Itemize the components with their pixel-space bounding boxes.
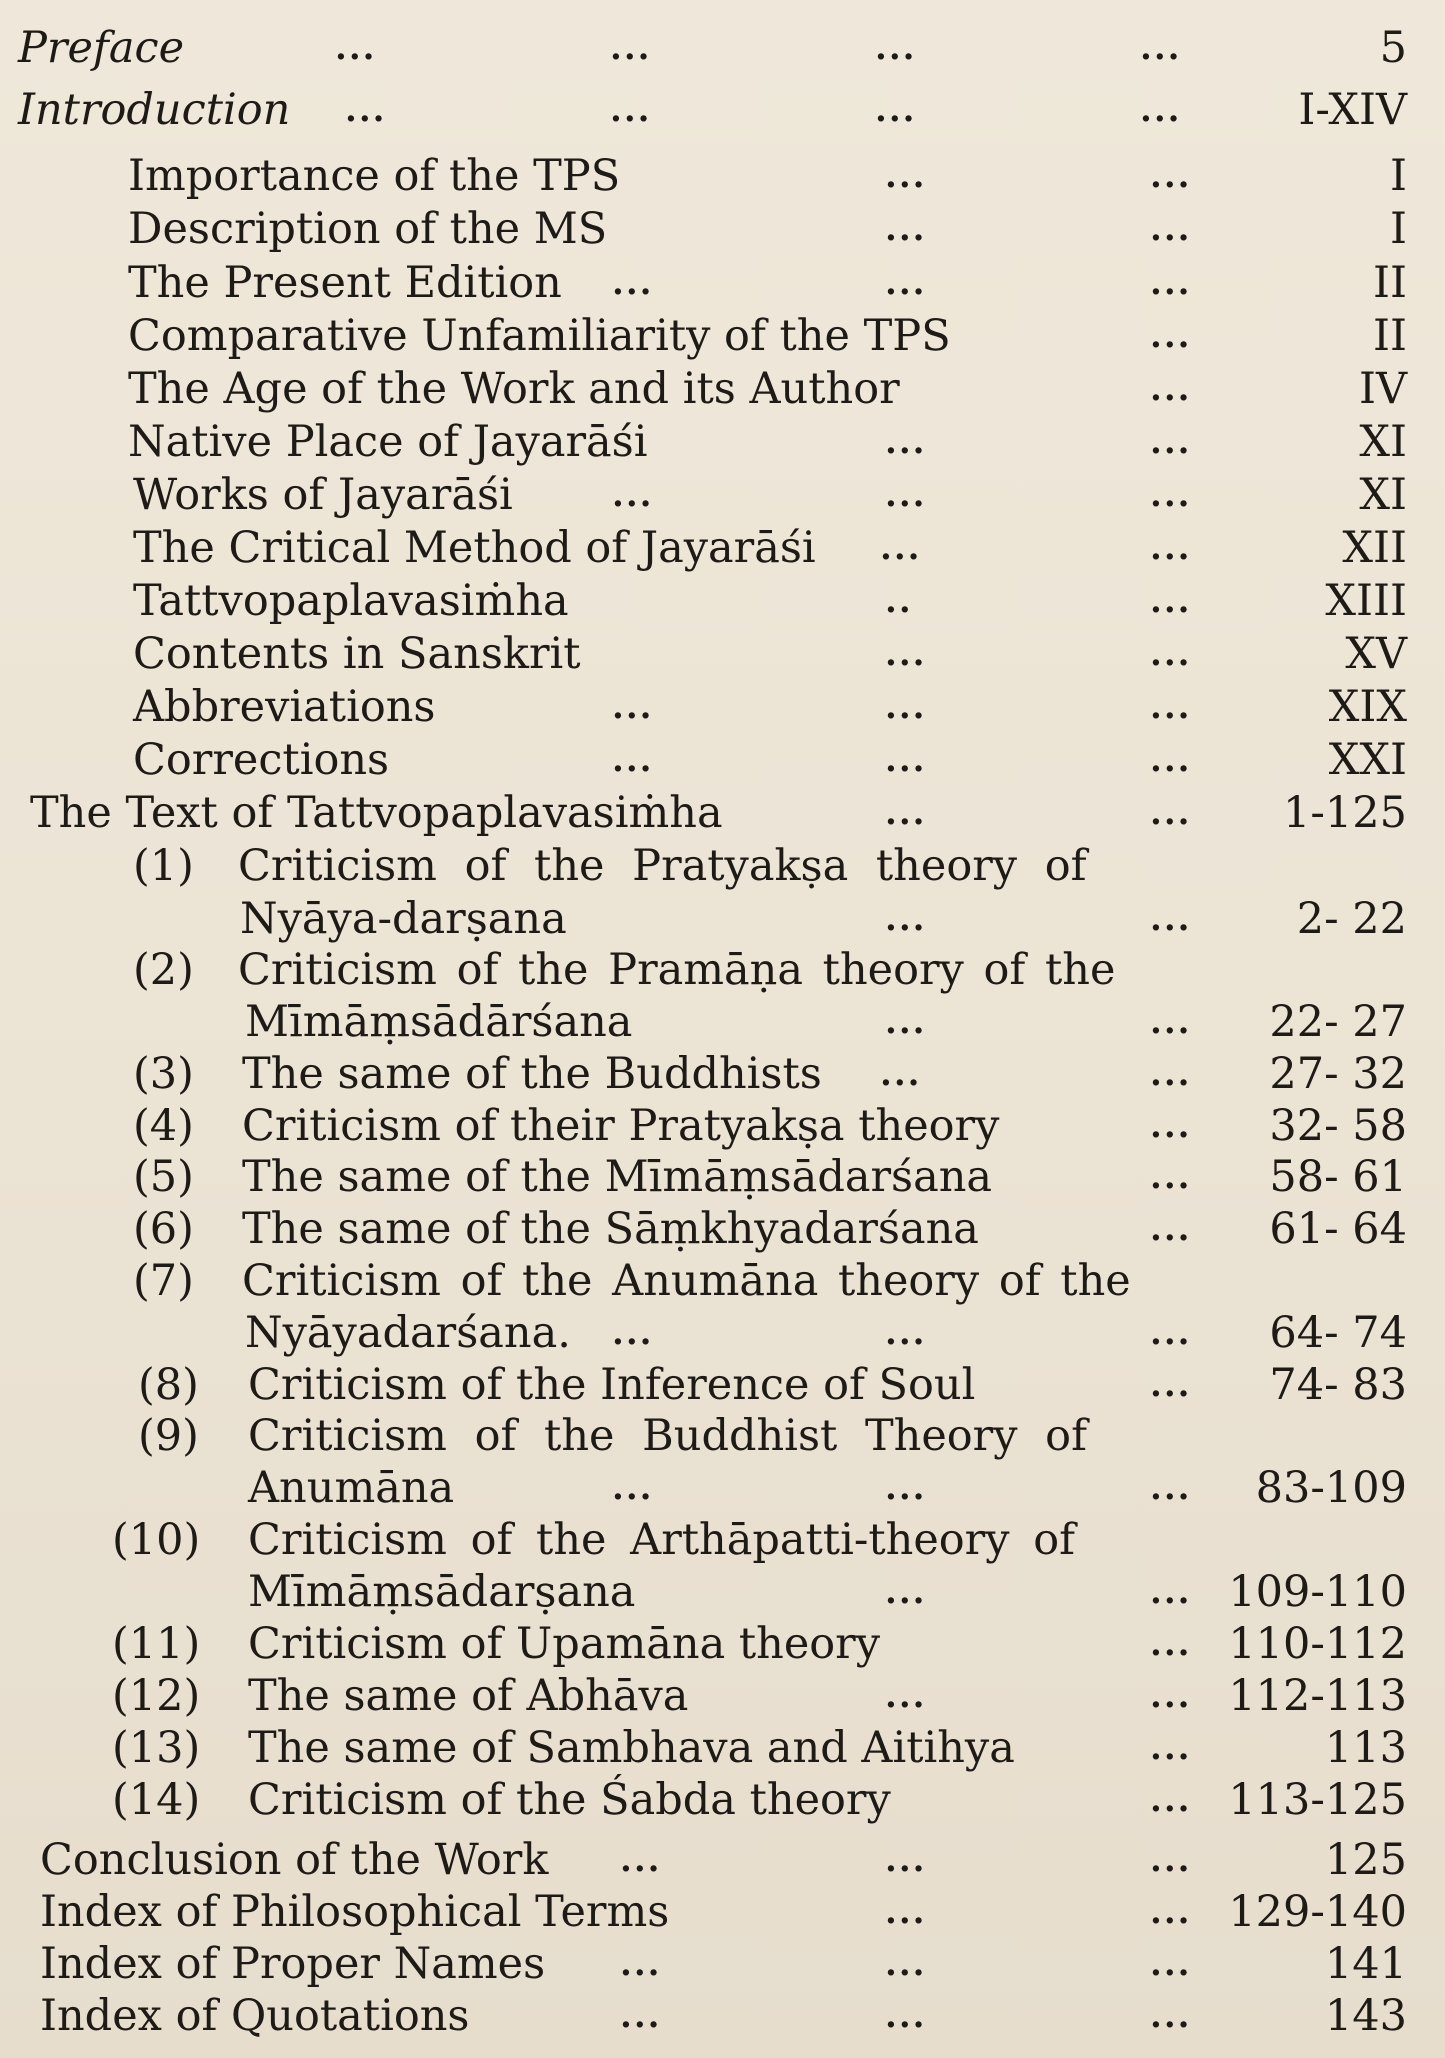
toc-entry-label: Introduction <box>18 85 291 135</box>
toc-entry-label: Criticism of the Pratyakṣa theory of <box>238 841 1087 891</box>
dot-leader: ... <box>620 1840 662 1880</box>
toc-entry-label: Index of Quotations <box>40 1991 470 2041</box>
dot-leader: ... <box>885 687 927 727</box>
toc-entry <box>0 628 1445 680</box>
toc-entry-pages: II <box>1373 311 1407 361</box>
toc-entry-pages: 110-112 <box>1228 1619 1407 1669</box>
toc-entry-label-continued: Nyāyadarśana. <box>245 1308 571 1358</box>
toc-entry-label: Contents in Sanskrit <box>133 629 581 679</box>
toc-entry-pages: 83-109 <box>1255 1463 1407 1513</box>
toc-entry-label: The same of Sambhava and Aitihya <box>248 1723 1015 1773</box>
toc-entry-label: Criticism of the Inference of Soul <box>248 1360 976 1410</box>
dot-leader: ... <box>1150 1780 1192 1820</box>
toc-entry-number: (12) <box>112 1671 201 1721</box>
toc-entry-label: The Critical Method of Jayarāśi <box>133 523 816 573</box>
toc-entry-number: (10) <box>112 1515 201 1565</box>
toc-entry <box>0 681 1445 733</box>
toc-entry-pages: 61- 64 <box>1269 1204 1407 1254</box>
toc-entry-pages: 141 <box>1324 1939 1407 1989</box>
toc-entry-pages: II <box>1373 258 1407 308</box>
toc-entry-number: (5) <box>133 1152 194 1202</box>
dot-leader: ... <box>612 1468 654 1508</box>
toc-entry-label: Criticism of the Śabda theory <box>248 1775 891 1825</box>
toc-entry-label: Native Place of Jayarāśi <box>128 417 648 467</box>
toc-entry-conclusion <box>0 1834 1445 1886</box>
toc-entry-numbered <box>0 1048 1445 1100</box>
dot-leader: ... <box>612 687 654 727</box>
dot-leader: ... <box>1150 1728 1192 1768</box>
toc-entry-label: Works of Jayarāśi <box>133 470 513 520</box>
dot-leader: ... <box>885 634 927 674</box>
toc-entry-pages: I-XIV <box>1298 85 1407 135</box>
toc-entry-label: Preface <box>18 23 185 73</box>
toc-entry-label: The same of the Buddhists <box>242 1049 822 1099</box>
toc-entry-number: (1) <box>133 841 194 891</box>
dot-leader: ... <box>610 90 652 130</box>
dot-leader: ... <box>885 209 927 249</box>
dot-leader: ... <box>1150 1209 1192 1249</box>
toc-entry-index <box>0 1886 1445 1938</box>
toc-entry-pages: 32- 58 <box>1269 1101 1407 1151</box>
toc-entry-number: (3) <box>133 1049 194 1099</box>
dot-leader: ... <box>885 156 927 196</box>
dot-leader: ... <box>885 793 927 833</box>
dot-leader: ... <box>1150 209 1192 249</box>
toc-entry-numbered <box>0 1151 1445 1203</box>
toc-entry-index <box>0 1990 1445 2042</box>
toc-entry-label: Criticism of Upamāna theory <box>248 1619 881 1669</box>
toc-entry-pages: XV <box>1345 629 1407 679</box>
toc-entry <box>0 310 1445 362</box>
dot-leader: ... <box>1150 1624 1192 1664</box>
toc-entry-number: (11) <box>112 1619 201 1669</box>
toc-entry-number: (6) <box>133 1204 194 1254</box>
toc-entry-pages: XIX <box>1328 682 1407 732</box>
toc-entry <box>0 257 1445 309</box>
toc-entry-label: Criticism of the Anumāna theory of the <box>242 1256 1131 1306</box>
dot-leader: ... <box>885 899 927 939</box>
toc-entry-continuation <box>0 996 1445 1048</box>
toc-entry-pages: XI <box>1359 470 1407 520</box>
dot-leader: ... <box>612 475 654 515</box>
toc-entry-pages: 2- 22 <box>1296 894 1407 944</box>
toc-entry-numbered <box>0 1774 1445 1826</box>
toc-entry-label: The same of the Sāṃkhyadarśana <box>242 1204 979 1254</box>
dot-leader: ... <box>1150 1840 1192 1880</box>
dot-leader: ... <box>885 1313 927 1353</box>
toc-entry-numbered <box>0 1670 1445 1722</box>
toc-entry-introduction <box>0 84 1445 136</box>
dot-leader: ... <box>885 1996 927 2036</box>
toc-entry-number: (13) <box>112 1723 201 1773</box>
dot-leader: ... <box>1150 1365 1192 1405</box>
dot-leader: ... <box>1150 369 1192 409</box>
dot-leader: ... <box>875 28 917 68</box>
dot-leader: .. <box>885 581 913 621</box>
toc-entry-label: Tattvopaplavasiṁha <box>133 576 569 626</box>
dot-leader: ... <box>885 1002 927 1042</box>
dot-leader: ... <box>1150 687 1192 727</box>
toc-entry-pages: XIII <box>1325 576 1407 626</box>
toc-entry-number: (8) <box>138 1360 199 1410</box>
dot-leader: ... <box>885 1944 927 1984</box>
dot-leader: ... <box>880 528 922 568</box>
dot-leader: ... <box>1150 1468 1192 1508</box>
dot-leader: ... <box>1150 1676 1192 1716</box>
toc-entry <box>0 203 1445 255</box>
toc-entry <box>0 575 1445 627</box>
dot-leader: ... <box>880 1054 922 1094</box>
toc-entry <box>0 150 1445 202</box>
toc-entry-pages: 143 <box>1324 1991 1407 2041</box>
dot-leader: ... <box>1150 1106 1192 1146</box>
dot-leader: ... <box>885 1468 927 1508</box>
toc-entry <box>0 363 1445 415</box>
toc-entry-label: The Age of the Work and its Author <box>128 364 900 414</box>
toc-entry <box>0 416 1445 468</box>
toc-entry-label: Criticism of the Buddhist Theory of <box>248 1411 1087 1461</box>
toc-entry-number: (14) <box>112 1775 201 1825</box>
toc-entry-pages: 125 <box>1324 1835 1407 1885</box>
dot-leader: ... <box>885 740 927 780</box>
toc-entry-label: The same of the Mīmāṃsādarśana <box>242 1152 993 1202</box>
toc-entry-pages: I <box>1390 151 1407 201</box>
dot-leader: ... <box>1150 316 1192 356</box>
dot-leader: ... <box>885 422 927 462</box>
toc-entry-label: Index of Philosophical Terms <box>40 1887 670 1937</box>
toc-entry-label: The Text of Tattvopaplavasiṁha <box>30 788 723 838</box>
toc-entry-label: Abbreviations <box>133 682 436 732</box>
dot-leader: ... <box>1150 1996 1192 2036</box>
dot-leader: ... <box>1150 1054 1192 1094</box>
toc-entry-pages: 74- 83 <box>1269 1360 1407 1410</box>
toc-entry-pages: 5 <box>1379 23 1407 73</box>
dot-leader: ... <box>885 475 927 515</box>
toc-entry-pages: IV <box>1358 364 1407 414</box>
toc-entry-numbered <box>0 1359 1445 1411</box>
toc-entry-label: The same of Abhāva <box>248 1671 689 1721</box>
toc-entry-continuation <box>0 1462 1445 1514</box>
toc-entry-pages: 113 <box>1324 1723 1407 1773</box>
dot-leader: ... <box>875 90 917 130</box>
toc-entry-pages: 58- 61 <box>1269 1152 1407 1202</box>
toc-entry-pages: 1-125 <box>1283 788 1407 838</box>
toc-entry-pages: 113-125 <box>1228 1775 1407 1825</box>
toc-entry-label: Criticism of their Pratyakṣa theory <box>242 1101 1000 1151</box>
dot-leader: ... <box>885 1572 927 1612</box>
toc-entry-pages: 129-140 <box>1228 1887 1407 1937</box>
toc-entry <box>0 469 1445 521</box>
toc-entry-pages: XI <box>1359 417 1407 467</box>
toc-entry <box>0 734 1445 786</box>
toc-entry-label: The Present Edition <box>128 258 562 308</box>
toc-entry-continuation <box>0 893 1445 945</box>
dot-leader: ... <box>1150 1313 1192 1353</box>
dot-leader: ... <box>610 28 652 68</box>
dot-leader: ... <box>612 1313 654 1353</box>
toc-entry-label-continued: Mīmāṃsādarṣana <box>248 1567 636 1617</box>
dot-leader: ... <box>885 263 927 303</box>
dot-leader: ... <box>1150 634 1192 674</box>
toc-entry-numbered <box>0 1255 1445 1307</box>
dot-leader: ... <box>612 263 654 303</box>
toc-entry-label: Criticism of the Arthāpatti-theory of <box>248 1515 1075 1565</box>
toc-entry <box>0 522 1445 574</box>
dot-leader: ... <box>1150 1157 1192 1197</box>
toc-entry-numbered <box>0 1514 1445 1566</box>
dot-leader: ... <box>1150 528 1192 568</box>
dot-leader: ... <box>1150 475 1192 515</box>
toc-entry-label: Comparative Unfamiliarity of the TPS <box>128 311 951 361</box>
toc-entry-numbered <box>0 1410 1445 1462</box>
dot-leader: ... <box>1150 1892 1192 1932</box>
dot-leader: ... <box>345 90 387 130</box>
toc-entry-label: Criticism of the Pramāṇa theory of the <box>238 945 1116 995</box>
toc-entry-number: (2) <box>133 945 194 995</box>
toc-entry-label-continued: Mīmāṃsādārśana <box>245 997 633 1047</box>
toc-entry-text <box>0 787 1445 839</box>
toc-entry-pages: 64- 74 <box>1269 1308 1407 1358</box>
toc-entry-number: (4) <box>133 1101 194 1151</box>
dot-leader: ... <box>1150 793 1192 833</box>
toc-entry-label: Index of Proper Names <box>40 1939 546 1989</box>
toc-entry-continuation <box>0 1566 1445 1618</box>
dot-leader: ... <box>335 28 377 68</box>
dot-leader: ... <box>1150 581 1192 621</box>
dot-leader: ... <box>620 1996 662 2036</box>
dot-leader: ... <box>1150 1572 1192 1612</box>
toc-entry-continuation <box>0 1307 1445 1359</box>
toc-entry-index <box>0 1938 1445 1990</box>
toc-entry-pages: 22- 27 <box>1269 997 1407 1047</box>
dot-leader: ... <box>620 1944 662 1984</box>
dot-leader: ... <box>885 1840 927 1880</box>
toc-entry-pages: 27- 32 <box>1269 1049 1407 1099</box>
dot-leader: ... <box>612 740 654 780</box>
dot-leader: ... <box>1150 1944 1192 1984</box>
toc-entry-pages: XII <box>1342 523 1407 573</box>
toc-entry-numbered <box>0 1618 1445 1670</box>
dot-leader: ... <box>885 1676 927 1716</box>
toc-entry-numbered <box>0 1100 1445 1152</box>
toc-entry-preface <box>0 22 1445 74</box>
toc-entry-label: Importance of the TPS <box>128 151 621 201</box>
toc-entry-label-continued: Nyāya-darṣana <box>240 894 567 944</box>
toc-entry-pages: I <box>1390 204 1407 254</box>
toc-entry-pages: 109-110 <box>1228 1567 1407 1617</box>
dot-leader: ... <box>1150 740 1192 780</box>
toc-entry-numbered <box>0 1203 1445 1255</box>
toc-entry-label: Corrections <box>133 735 390 785</box>
dot-leader: ... <box>1150 156 1192 196</box>
toc-entry-pages: 112-113 <box>1228 1671 1407 1721</box>
dot-leader: ... <box>1150 422 1192 462</box>
dot-leader: ... <box>1140 28 1182 68</box>
toc-entry-numbered <box>0 840 1445 892</box>
toc-entry-label-continued: Anumāna <box>248 1463 455 1513</box>
toc-entry-label: Conclusion of the Work <box>40 1835 549 1885</box>
toc-entry-number: (7) <box>133 1256 194 1306</box>
toc-entry-label: Description of the MS <box>128 204 608 254</box>
toc-entry-numbered <box>0 1722 1445 1774</box>
dot-leader: ... <box>1140 90 1182 130</box>
toc-entry-pages: XXI <box>1328 735 1407 785</box>
dot-leader: ... <box>1150 263 1192 303</box>
toc-entry-numbered <box>0 944 1445 996</box>
dot-leader: ... <box>885 1892 927 1932</box>
dot-leader: ... <box>1150 1002 1192 1042</box>
dot-leader: ... <box>1150 899 1192 939</box>
toc-entry-number: (9) <box>138 1411 199 1461</box>
